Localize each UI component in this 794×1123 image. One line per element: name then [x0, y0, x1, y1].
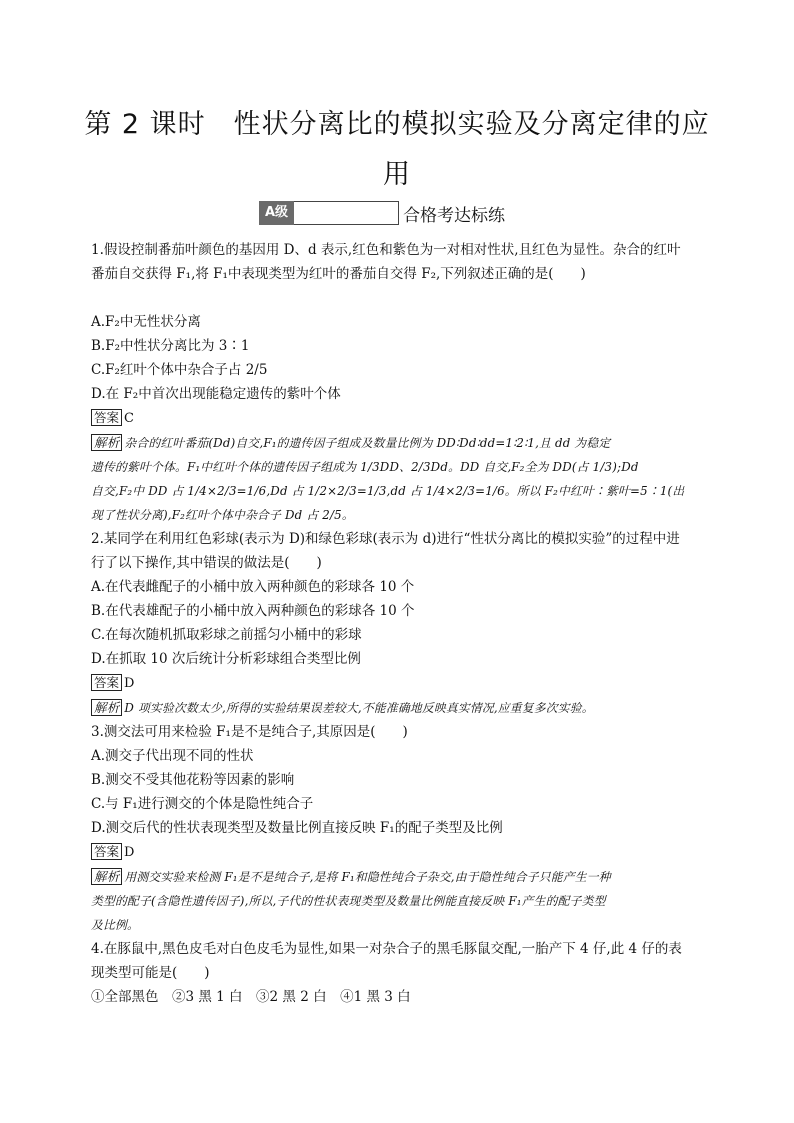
explanation-line: 遗传的紫叶个体。F₁中红叶个体的遗传因子组成为 1/3DD、2/3Dd。DD 自交,F₂全为 DD(占 1/3);Dd [91, 460, 639, 474]
answer-tag: 答案 [91, 409, 122, 426]
level-label: 合格考达标练 [403, 205, 506, 226]
option-a: A.测交子代出现不同的性状 [91, 748, 254, 764]
question-2 [91, 527, 703, 720]
page-title [80, 100, 714, 200]
explanation-line: 现了性状分离),F₂红叶个体中杂合子 Dd 占 2/5。 [91, 508, 354, 522]
answer-line [91, 406, 703, 431]
option-d: D.在 F₂中首次出现能稳定遗传的紫叶个体 [91, 386, 341, 402]
question-stem: 番茄自交获得 F₁,将 F₁中表现类型为红叶的番茄自交得 F₂,下列叙述正确的是( ) [91, 266, 586, 282]
explanation-tag: 解析 [91, 868, 122, 885]
question-3 [91, 720, 703, 937]
explanation-line: 类型的配子(含隐性遗传因子),所以,子代的性状表现类型及数量比例能直接反映 F₁产生的配子类型 [91, 894, 606, 908]
question-1 [91, 238, 703, 527]
answer-value: D [124, 676, 135, 691]
option-b: B.测交不受其他花粉等因素的影响 [91, 772, 295, 788]
explanation-tag: 解析 [91, 699, 122, 716]
option-c: C.与 F₁进行测交的个体是隐性纯合子 [91, 796, 314, 812]
explanation-line: 解析 杂合的红叶番茄(Dd)自交,F₁的遗传因子组成及数量比例为 DD∶Dd∶dd=1∶2∶1,且 dd 为稳定 [91, 431, 703, 455]
level-badge: A级 [259, 201, 294, 225]
answer-tag: 答案 [91, 674, 122, 691]
question-stem: 1.假设控制番茄叶颜色的基因用 D、d 表示,红色和紫色为一对相对性状,且红色为显性。杂合的红叶 [91, 242, 681, 258]
answer-value: D [124, 845, 135, 860]
title-line-2: 用 [383, 159, 411, 190]
question-stem: 现类型可能是( ) [91, 965, 210, 981]
explanation-line: 及比例。 [91, 918, 139, 932]
answer-tag: 答案 [91, 843, 122, 860]
explanation-line: 解析 D 项实验次数太少,所得的实验结果误差较大,不能准确地反映真实情况,应重复多次实验。 [91, 696, 703, 720]
question-4 [91, 937, 703, 1009]
explanation-line: 解析 用测交实验来检测 F₁是不是纯合子,是将 F₁和隐性纯合子杂交,由于隐性纯合子只能产生一种 [91, 865, 703, 889]
title-line-1: 第 2 课时 性状分离比的模拟实验及分离定律的应 [84, 109, 710, 140]
explanation-line: 自交,F₂中 DD 占 1/4×2/3=1/6,Dd 占 1/2×2/3=1/3,dd 占 1/4×2/3=1/6。所以 F₂中红叶∶紫叶=5∶1(出 [91, 484, 685, 498]
level-underline [294, 201, 399, 225]
option-d: D.在抓取 10 次后统计分析彩球组合类型比例 [91, 651, 361, 667]
option-a: A.在代表雌配子的小桶中放入两种颜色的彩球各 10 个 [91, 579, 415, 595]
option-d: D.测交后代的性状表现类型及数量比例直接反映 F₁的配子类型及比例 [91, 820, 503, 836]
question-stem: 行了以下操作,其中错误的做法是( ) [91, 555, 322, 571]
explanation-tag: 解析 [91, 434, 122, 451]
option-c: C.在每次随机抓取彩球之前摇匀小桶中的彩球 [91, 627, 362, 643]
option-b: B.F₂中性状分离比为 3∶1 [91, 338, 250, 354]
choice-list: ①全部黑色 ②3 黑 1 白 ③2 黑 2 白 ④1 黑 3 白 [91, 989, 411, 1005]
answer-value: C [124, 411, 134, 426]
option-a: A.F₂中无性状分离 [91, 314, 201, 330]
question-stem: 3.测交法可用来检验 F₁是不是纯合子,其原因是( ) [91, 724, 408, 740]
option-b: B.在代表雄配子的小桶中放入两种颜色的彩球各 10 个 [91, 603, 415, 619]
option-c: C.F₂红叶个体中杂合子占 2/5 [91, 362, 268, 378]
level-header [259, 198, 505, 228]
question-list [91, 238, 703, 1009]
question-stem: 2.某同学在利用红色彩球(表示为 D)和绿色彩球(表示为 d)进行“性状分离比的模拟实验”的过程中进 [91, 531, 680, 547]
answer-line [91, 671, 703, 696]
answer-line [91, 840, 703, 865]
question-stem: 4.在豚鼠中,黑色皮毛对白色皮毛为显性,如果一对杂合子的黑毛豚鼠交配,一胎产下 4 仔,此 4 仔的表 [91, 941, 682, 957]
